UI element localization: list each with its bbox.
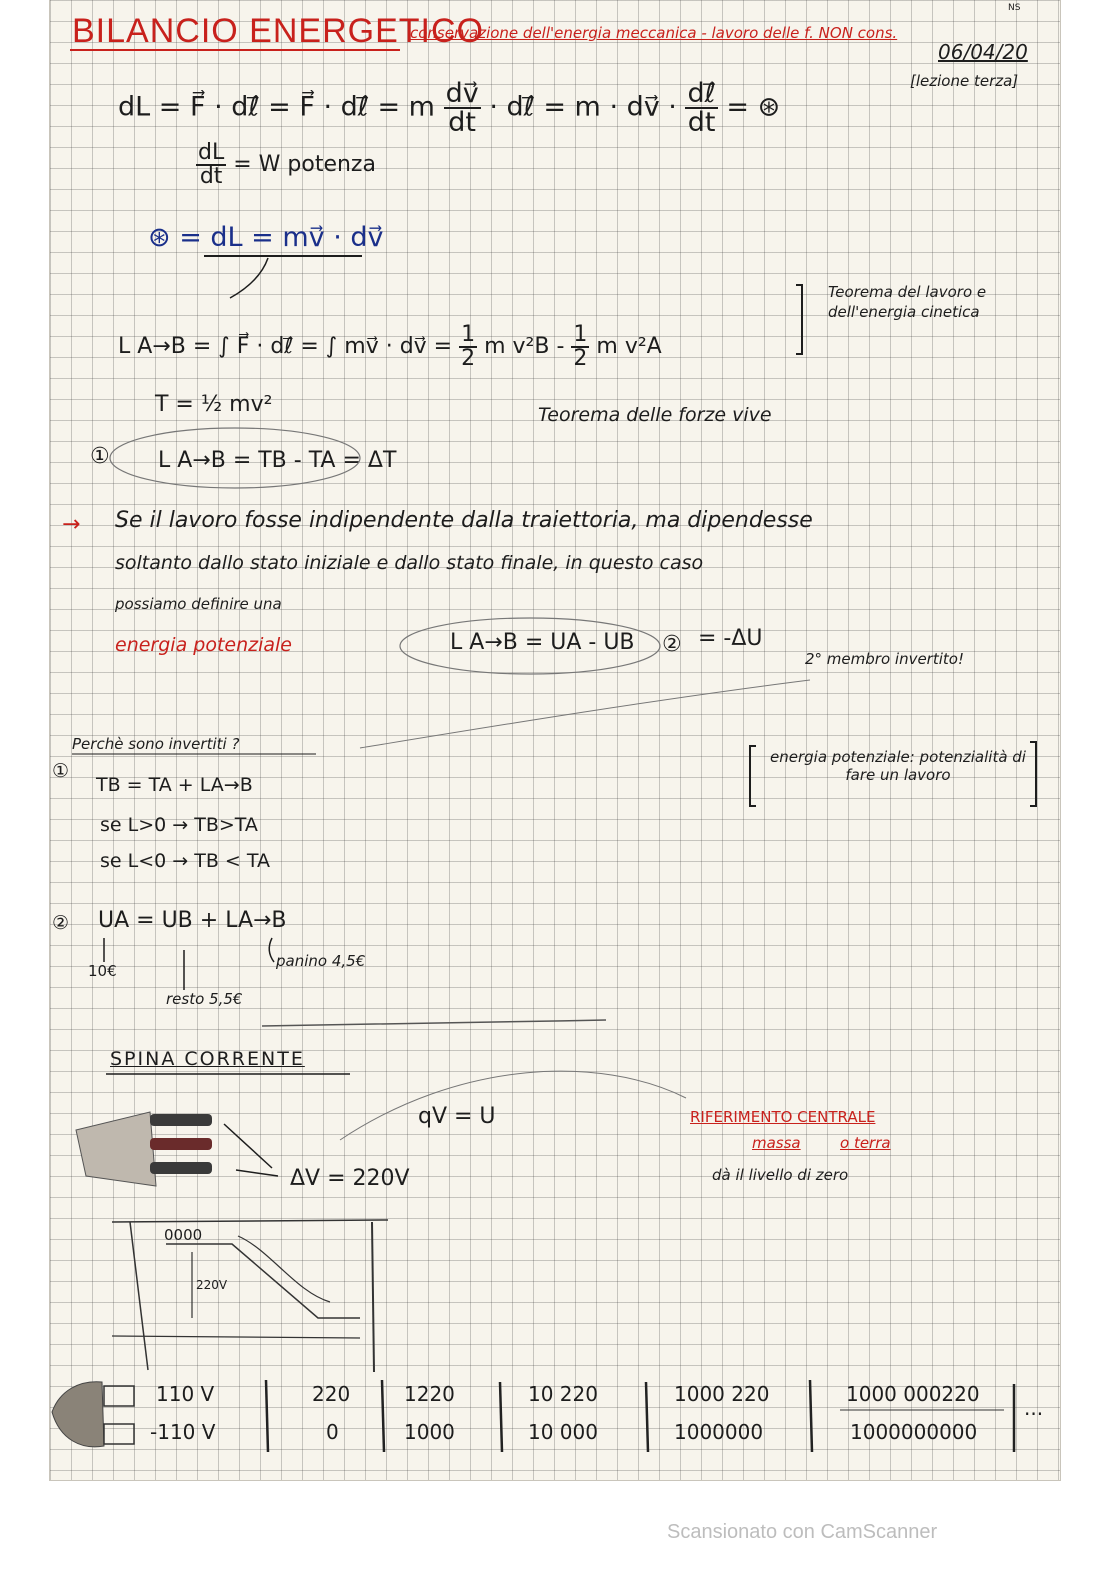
- reason-two-marker: ②: [52, 912, 70, 934]
- page-title: BILANCIO ENERGETICO: [72, 12, 484, 50]
- scanner-watermark: Scansionato con CamScanner: [667, 1521, 938, 1543]
- eq-part: · dℓ⃗ = m · dv⃗ ·: [489, 91, 677, 123]
- table-top-cell: 1220: [404, 1382, 455, 1406]
- fraction-denominator: dt: [199, 164, 223, 189]
- graph-top-label: 0000: [164, 1226, 203, 1244]
- graph-voltage-label: 220V: [196, 1278, 228, 1292]
- reference-zero-label: dà il livello di zero: [712, 1166, 849, 1184]
- circled-two: ②: [662, 632, 682, 657]
- table-bottom-cell: 1000000: [674, 1420, 764, 1444]
- theorem-bracket: [796, 285, 802, 354]
- table-top-cell: 10 220: [528, 1382, 598, 1406]
- reason-one-case-positive: se L>0 → TB>TA: [100, 814, 258, 836]
- eq2-ellipse: [400, 618, 660, 674]
- fraction-denominator: dt: [687, 107, 716, 138]
- circled-one: ①: [90, 444, 110, 469]
- table-ellipsis: ...: [1024, 1396, 1044, 1420]
- table-bottom-cell: 1000: [404, 1420, 455, 1444]
- fraction-denominator: 2: [573, 346, 588, 371]
- section-divider: [262, 1020, 606, 1026]
- table-top-cell: 1000 000220: [846, 1382, 980, 1406]
- why-inverted-question: Perchè sono invertiti ?: [72, 735, 240, 753]
- eq-part: dL = F⃗ · dℓ⃗ = F⃗ · dℓ⃗ = m: [118, 91, 435, 123]
- plug-heading: SPINA CORRENTE: [110, 1048, 305, 1070]
- paragraph-line-3: possiamo definire una: [115, 595, 282, 613]
- star-arrow: [230, 258, 268, 298]
- paragraph-line-1: Se il lavoro fosse indipendente dalla traiettoria, ma dipendesse: [115, 508, 813, 533]
- sandwich-arrow: [269, 938, 274, 962]
- initials-label: NS: [1008, 3, 1021, 13]
- eq-part: m v²B -: [484, 334, 565, 359]
- star-equation: ⊛ = dL = mv⃗ · dv⃗: [148, 222, 384, 253]
- table-bottom-cell: 10 000: [528, 1420, 598, 1444]
- work-kinetic-equation: L A→B = TB - TA = ΔT: [158, 448, 397, 473]
- inverted-note: 2° membro invertito!: [805, 650, 964, 668]
- table-bottom-cell: 0: [326, 1420, 339, 1444]
- eq-part: = W potenza: [233, 152, 376, 177]
- pin-arrow-bottom: [236, 1170, 278, 1176]
- reason-one-marker: ①: [52, 760, 70, 782]
- fraction-denominator: dt: [448, 107, 477, 138]
- fraction-numerator: dv⃗: [445, 78, 479, 109]
- paragraph-line-2: soltanto dallo stato iniziale e dallo stato finale, in questo caso: [115, 552, 704, 574]
- lesson-label: [lezione terza]: [910, 72, 1019, 90]
- eq-part: L A→B = ∫ F⃗ · dℓ⃗ = ∫ mv⃗ · dv⃗ =: [118, 334, 453, 359]
- reference-ground-label: massa: [752, 1134, 801, 1152]
- minus-delta-u: = -ΔU: [698, 626, 763, 651]
- potential-energy-note: energia potenziale: potenzialità di fare un lavoro: [770, 748, 1026, 784]
- date-label: 06/04/20: [938, 40, 1028, 64]
- reference-earth-label: o terra: [840, 1134, 891, 1152]
- table-top-cell: 110 V: [156, 1382, 215, 1406]
- reason-two-equation: UA = UB + LA→B: [98, 908, 287, 933]
- table-bottom-cell: -110 V: [150, 1420, 216, 1444]
- page-subtitle: conservazione dell'energia meccanica - lavoro delle f. NON cons.: [410, 24, 898, 42]
- table-dividers: [266, 1380, 1014, 1452]
- note-bracket-left: [750, 746, 756, 806]
- pin-arrow-top: [224, 1124, 272, 1168]
- note-bracket-right: [1030, 742, 1036, 806]
- ten-euro-label: 10€: [88, 962, 117, 980]
- kinetic-energy-definition: T = ½ mv²: [155, 392, 273, 417]
- table-top-cell: 220: [312, 1382, 351, 1406]
- fraction-numerator: 1: [461, 322, 476, 347]
- qv-equation: qV = U: [418, 1104, 496, 1129]
- forze-vive-label: Teorema delle forze vive: [538, 404, 772, 426]
- plug-icon: [76, 1112, 212, 1186]
- eq-part: m v²A: [596, 334, 662, 359]
- table-bottom-cell: 1000000000: [850, 1420, 978, 1444]
- voltage-difference-label: ΔV = 220V: [290, 1166, 410, 1191]
- change-label: resto 5,5€: [166, 990, 243, 1008]
- fraction-denominator: 2: [461, 346, 476, 371]
- connector-line: [360, 680, 810, 748]
- sandwich-label: panino 4,5€: [276, 952, 366, 970]
- arrow-marker: →: [62, 512, 81, 537]
- table-top-cell: 1000 220: [674, 1382, 770, 1406]
- fraction-numerator: 1: [573, 322, 588, 347]
- fraction-numerator: dL: [198, 140, 225, 165]
- voltage-graph: [112, 1220, 388, 1372]
- reference-title: RIFERIMENTO CENTRALE: [690, 1108, 876, 1126]
- reason-one-equation: TB = TA + LA→B: [96, 774, 253, 796]
- table-plug-icon: [52, 1382, 134, 1447]
- reason-one-case-negative: se L<0 → TB < TA: [100, 850, 270, 872]
- theorem-note: Teorema del lavoro e dell'energia cinetica: [828, 283, 987, 321]
- potential-energy-label: energia potenziale: [115, 634, 292, 656]
- fraction-numerator: dℓ⃗: [687, 78, 716, 109]
- eq1-ellipse: [110, 428, 360, 488]
- work-potential-equation: L A→B = UA - UB: [450, 630, 635, 655]
- eq-part: = ⊛: [726, 91, 781, 123]
- reference-connector: [340, 1071, 686, 1140]
